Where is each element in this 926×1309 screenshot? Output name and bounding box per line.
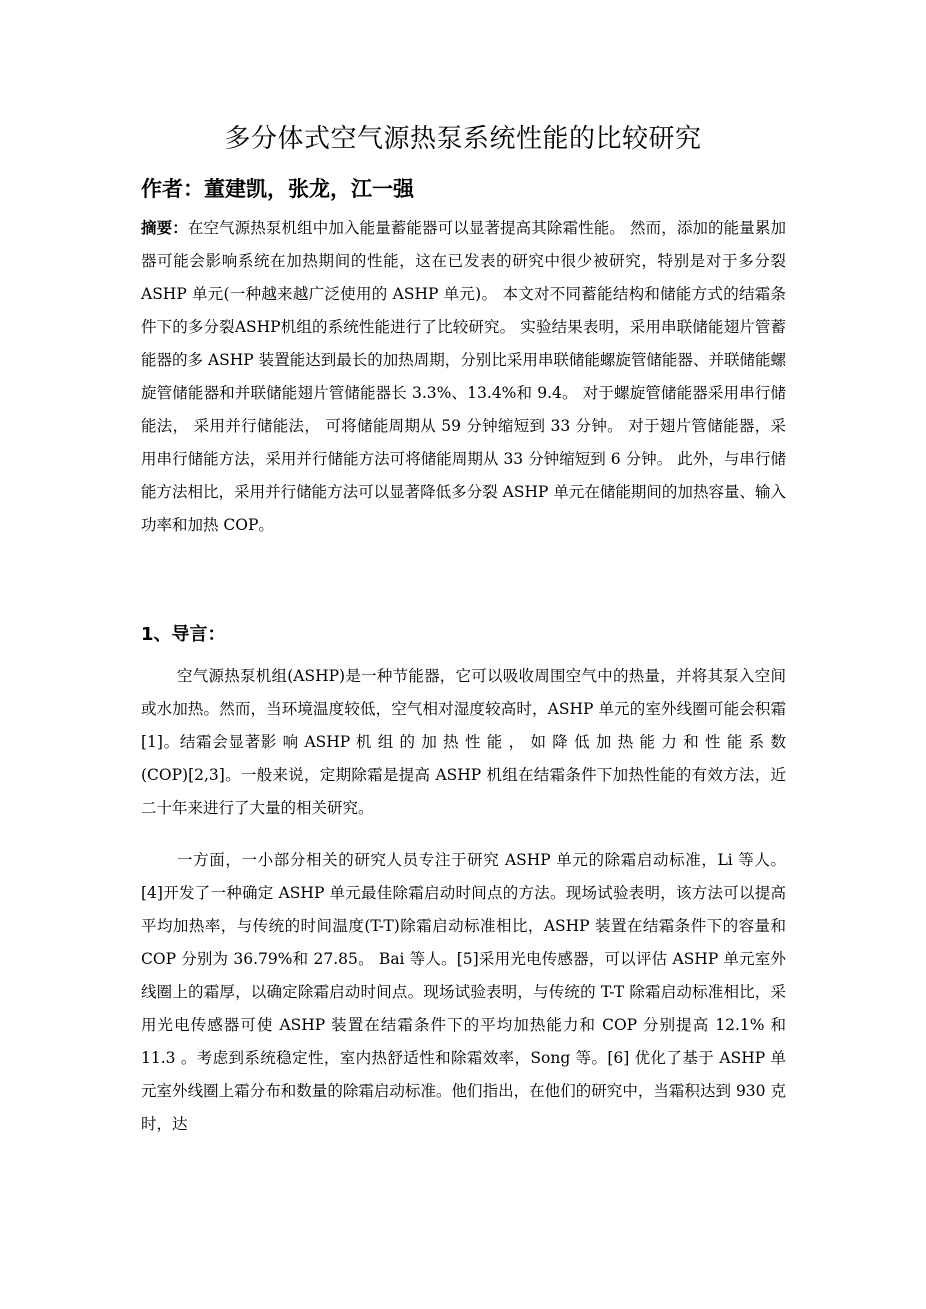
abstract [141,212,786,542]
abstract-text: 在空气源热泵机组中加入能量蓄能器可以显著提高其除霜性能。 然而，添加的能量累加器可能会影响系统在加热期间的性能，这在已发表的研究中很少被研究，特别是对于多分裂 ASHP 单元(一种越来越广泛使用的 ASHP 单元)。 本文对不同蓄能结构和储能方式的结霜条件下的多分裂ASHP机组的系统性能进行了比较研究。 实验结果表明，采用串联储能翅片管蓄能器的多 ASHP 装置能达到最长的加热周期，分别比采用串联储能螺旋管储能器、并联储能螺旋管储能器和并联储能翅片管储能器长 3.3%、13.4%和 9.4。 对于螺旋管储能器采用串行储能法， 采用并行储能法， 可将储能周期从 59 分钟缩短到 33 分钟。 对于翅片管储能器，采用串行储能方法，采用并行储能方法可将储能周期从 33 分钟缩短到 6 分钟。 此外，与串行储能方法相比，采用并行储能方法可以显著降低多分裂 ASHP 单元在储能期间的加热容量、输入功率和加热 COP。 [141,219,786,534]
section-heading: 1、导言： [141,624,226,645]
abstract-label: 摘要： [141,219,188,237]
body-paragraph: 空气源热泵机组(ASHP)是一种节能器，它可以吸收周围空气中的热量，并将其泵入空间或水加热。然而，当环境温度较低，空气相对湿度较高时，ASHP 单元的室外线圈可能会积霜[1]。结霜会显著影 响 ASHP 机 组 的 加 热 性 能 ， 如 降 低 加 热 能 力 和 性 能 系 数(COP)[2,3]。一般来说，定期除霜是提高 ASHP 机组在结霜条件下加热性能的有效方法，近二十年来进行了大量的相关研究。 [141,667,786,817]
paper-authors: 作者：董建凯，张龙，江一强 [141,177,414,201]
paper-title: 多分体式空气源热泵系统性能的比较研究 [224,124,702,154]
body-paragraph: 一方面，一小部分相关的研究人员专注于研究 ASHP 单元的除霜启动标准，Li 等人。[4]开发了一种确定 ASHP 单元最佳除霜启动时间点的方法。现场试验表明，该方法可以提高平均加热率，与传统的时间温度(T-T)除霜启动标准相比，ASHP 装置在结霜条件下的容量和 COP 分别为 36.79%和 27.85。 Bai 等人。[5]采用光电传感器，可以评估 ASHP 单元室外线圈上的霜厚，以确定除霜启动时间点。现场试验表明，与传统的 T-T 除霜启动标准相比，采用光电传感器可使 ASHP 装置在结霜条件下的平均加热能力和 COP 分别提高 12.1% 和 11.3 。考虑到系统稳定性，室内热舒适性和除霜效率，Song 等。[6] 优化了基于 ASHP 单元室外线圈上霜分布和数量的除霜启动标准。他们指出，在他们的研究中，当霜积达到 930 克时，达 [141,851,786,1133]
